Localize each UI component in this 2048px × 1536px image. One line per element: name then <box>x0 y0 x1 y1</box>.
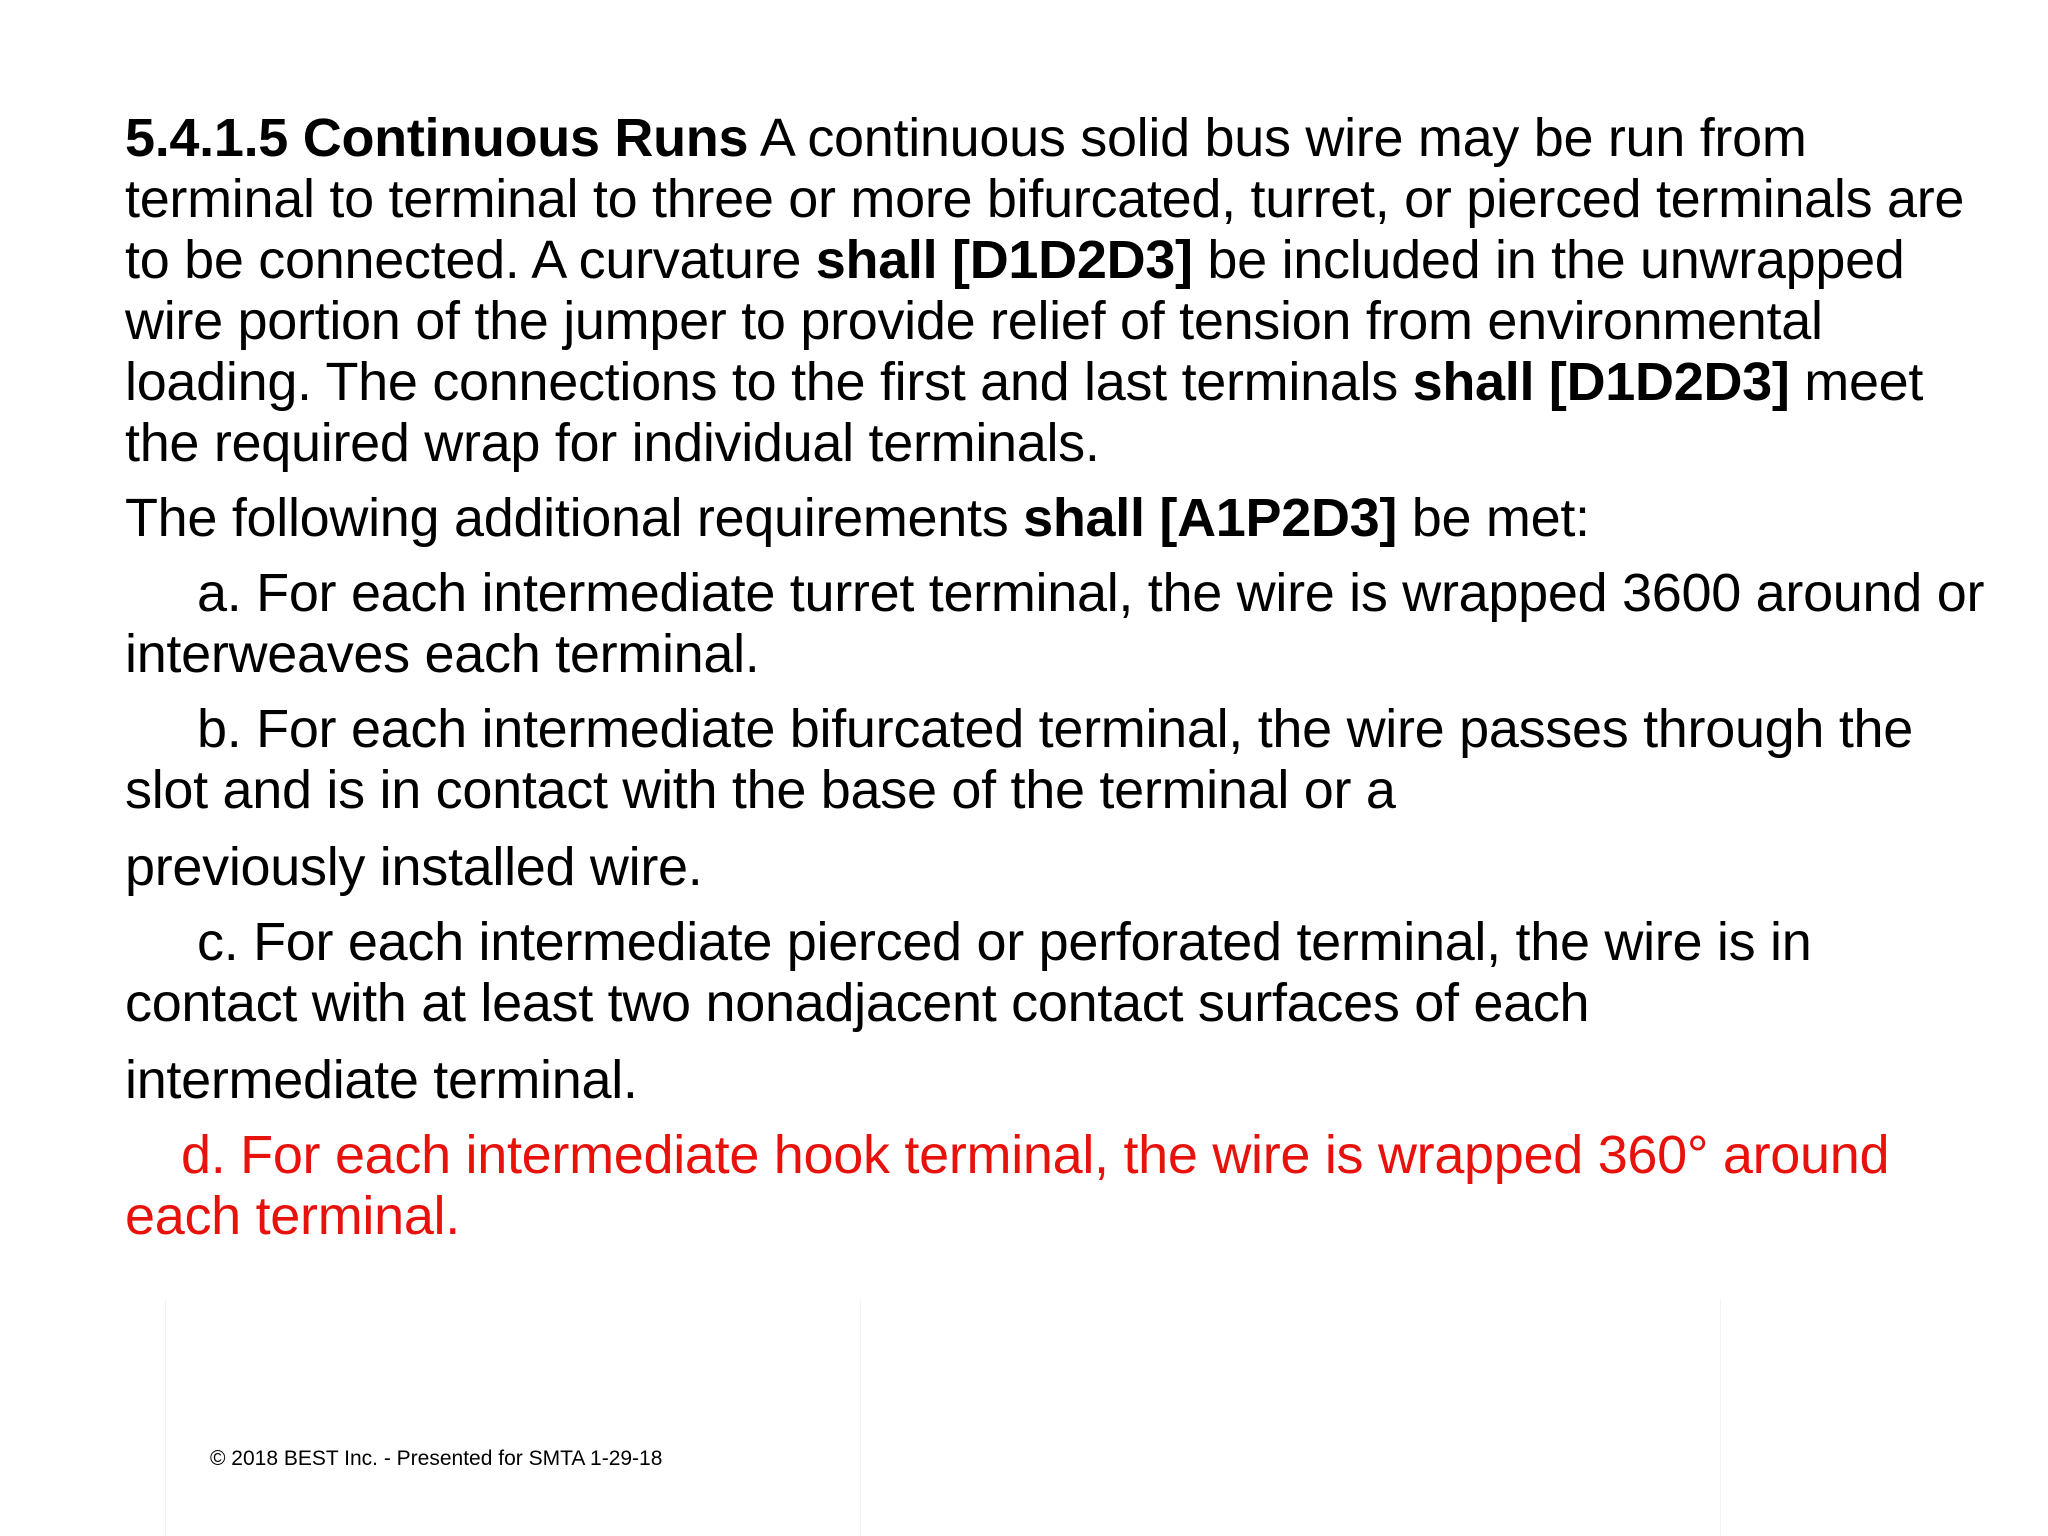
requirement-item-a-text: a. For each intermediate turret terminal, the wire is wrapped 3600 around or interweaves each terminal. <box>125 563 1985 684</box>
section-paragraph <box>125 108 1985 474</box>
requirement-item-a <box>125 563 1985 685</box>
requirement-item-b <box>125 699 1985 898</box>
section-title: Continuous Runs <box>302 108 749 168</box>
footer-copyright: © 2018 BEST Inc. - Presented for SMTA 1-29-18 <box>210 1447 663 1470</box>
requirement-item-c <box>125 912 1985 1111</box>
section-intro-part2: be included in the unwrapped wire portion of the jumper to provide relief of tension from environmental loading. The connections to the first and last terminals <box>125 230 1905 412</box>
shall-requirement-1: shall [D1D2D3] <box>815 230 1193 290</box>
requirement-item-d <box>125 1125 1985 1247</box>
requirement-item-c-tail: intermediate terminal. <box>125 1050 638 1110</box>
requirement-item-c-text: c. For each intermediate pierced or perforated terminal, the wire is in contact with at least two nonadjacent contact surfaces of each <box>125 912 1812 1033</box>
requirements-lead-part1: The following additional requirements <box>125 488 1024 548</box>
section-intro-part3: meet the required wrap for individual terminals. <box>125 352 1924 473</box>
requirements-lead <box>125 488 1985 549</box>
section-intro-part1: A continuous solid bus wire may be run from terminal to terminal to three or more bifurcated, turret, or pierced terminals are to be connected. A curvature <box>125 108 1965 290</box>
shall-requirement-3: shall [A1P2D3] <box>1023 488 1398 548</box>
requirement-item-b-tail: previously installed wire. <box>125 837 703 897</box>
requirement-item-d-text: d. For each intermediate hook terminal, the wire is wrapped 360° around each terminal. <box>125 1125 1890 1246</box>
requirement-item-b-text: b. For each intermediate bifurcated terminal, the wire passes through the slot and is in contact with the base of the terminal or a <box>125 699 1914 820</box>
slide-body <box>125 108 1985 1261</box>
requirements-lead-part2: be met: <box>1397 488 1590 548</box>
background-texture <box>0 1300 2048 1536</box>
section-number: 5.4.1.5 <box>125 108 289 168</box>
shall-requirement-2: shall [D1D2D3] <box>1412 352 1790 412</box>
